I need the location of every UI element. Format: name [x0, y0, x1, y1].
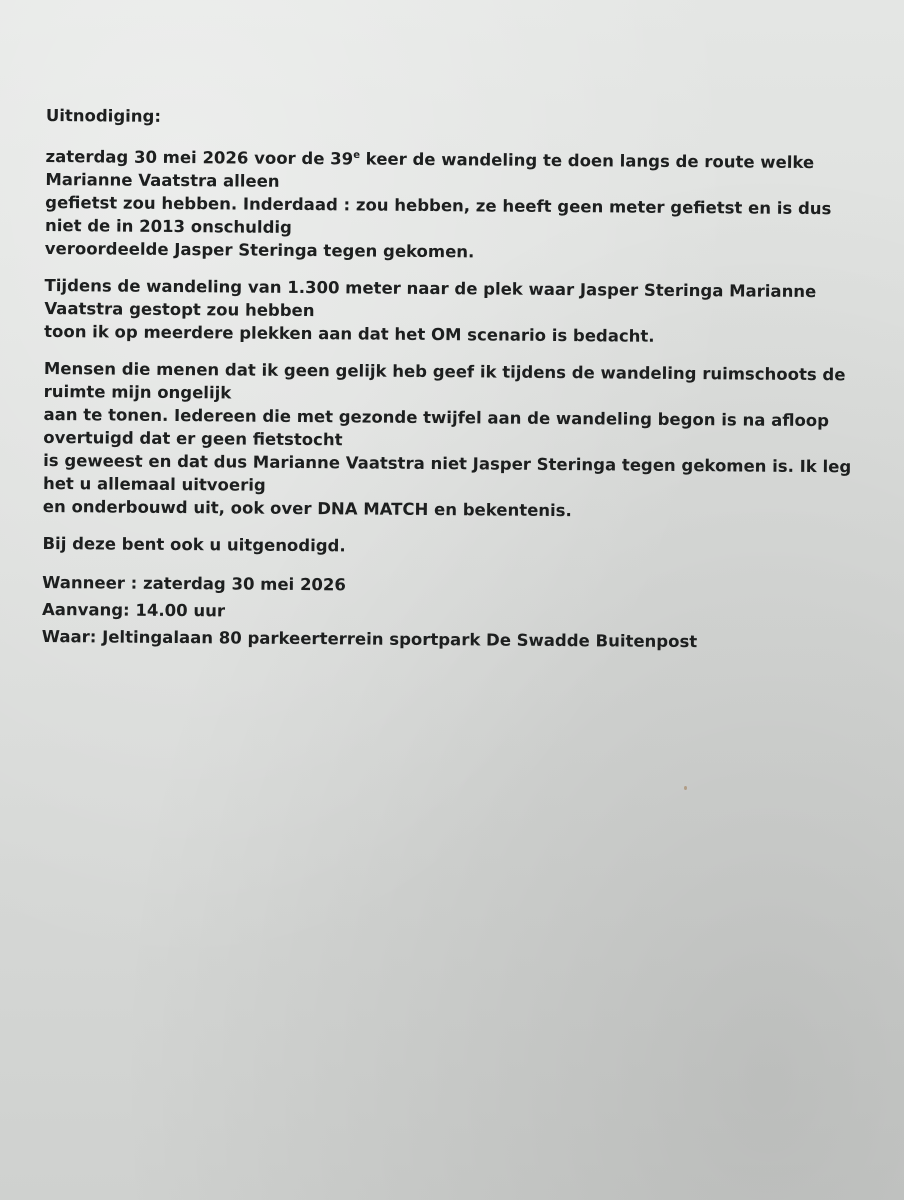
paragraph-line: zaterdag 30 mei 2026 voor de 39e keer de wandeling te doen langs de route welke: [45, 146, 815, 173]
event-location: Waar: Jeltingalaan 80 parkeerterrein sportpark De Swadde Buitenpost: [41, 626, 698, 652]
paragraph-line: Vaatstra gestopt zou hebben: [44, 298, 315, 321]
paragraph-walk: [44, 274, 885, 350]
paragraph-line: Tijdens de wandeling van 1.300 meter naar de plek waar Jasper Steringa Marianne: [44, 275, 817, 302]
paragraph-doubters: [43, 357, 884, 525]
paragraph-line: Marianne Vaatstra alleen: [45, 169, 280, 191]
paper-speck: [684, 786, 687, 790]
paragraph-line: aan te tonen. Iedereen die met gezonde twijfel aan de wandeling begon is na afloop: [43, 404, 830, 431]
paragraph-line: niet de in 2013 onschuldig: [44, 215, 292, 237]
paragraph-line: en onderbouwd uit, ook over DNA MATCH en bekentenis.: [42, 496, 572, 521]
paragraph-line: overtuigd dat er geen fietstocht: [43, 427, 343, 450]
invitation-line: Bij deze bent ook u uitgenodigd.: [42, 533, 346, 556]
paragraph-line: het u allemaal uitvoerig: [42, 473, 266, 495]
paragraph-line: gefietst zou hebben. Inderdaad : zou hebben, ze heeft geen meter gefietst en is dus: [45, 192, 832, 219]
paragraph-line: ruimte mijn ongelijk: [43, 381, 232, 403]
event-details: [42, 569, 883, 657]
event-start-time: Aanvang: 14.00 uur: [41, 599, 226, 621]
paragraph-line: veroordeelde Jasper Steringa tegen gekomen.: [44, 238, 475, 262]
letter-body: [42, 100, 886, 671]
paragraph-intro: [45, 145, 886, 267]
paragraph-line: is geweest en dat dus Marianne Vaatstra niet Jasper Steringa tegen gekomen is. Ik leg: [43, 450, 852, 477]
paragraph-line: toon ik op meerdere plekken aan dat het OM scenario is bedacht.: [44, 321, 655, 346]
event-date: Wanneer : zaterdag 30 mei 2026: [42, 572, 346, 595]
paragraph-line: Mensen die menen dat ik geen gelijk heb geef ik tijdens de wandeling ruimschoots de: [43, 358, 846, 385]
letter-heading: Uitnodiging:: [45, 105, 162, 126]
